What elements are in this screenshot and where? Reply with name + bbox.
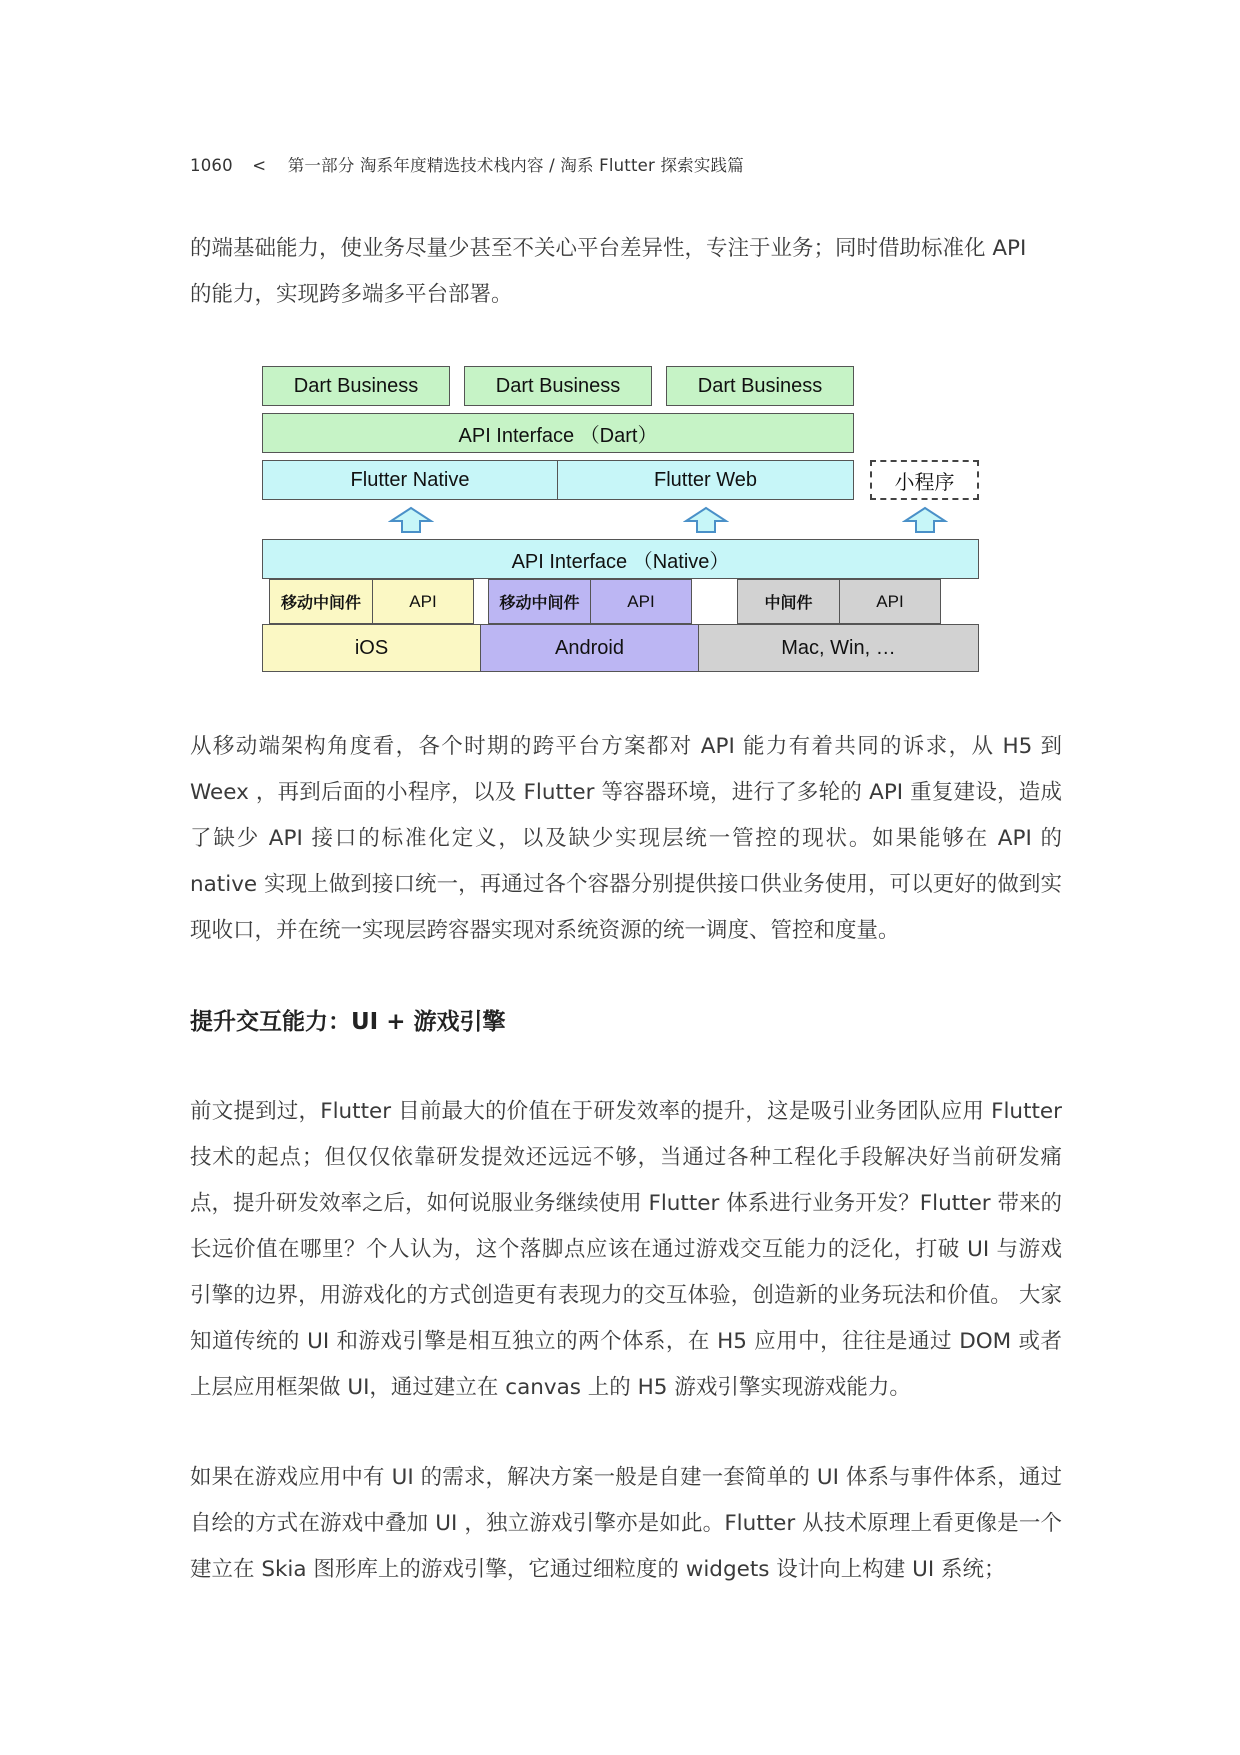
api-interface-dart-box: API Interface （Dart）: [262, 413, 854, 453]
paragraph-intro: [190, 226, 1062, 318]
dart-business-box-2: Dart Business: [464, 366, 652, 406]
up-arrow-icon: [902, 506, 948, 534]
flutter-web-box: Flutter Web: [557, 460, 854, 500]
ios-platform-box: iOS: [262, 624, 481, 672]
paragraph-intro-line1: 的端基础能力，使业务尽量少甚至不关心平台差异性，专注于业务；同时借助标准化 API: [190, 236, 1027, 261]
ios-middleware-box: 移动中间件: [269, 579, 373, 624]
section-heading: 提升交互能力：UI + 游戏引擎: [190, 1009, 506, 1035]
ios-api-box: API: [372, 579, 474, 624]
paragraph-game-ui: 如果在游戏应用中有 UI 的需求，解决方案一般是自建一套简单的 UI 体系与事件体系，通过自绘的方式在游戏中叠加 UI ，独立游戏引擎亦是如此。Flutter 从技术原理上看更像是一个建立在 Skia 图形库上的游戏引擎，它通过细粒度的 widgets 设计向上构建 UI 系统；: [190, 1465, 1062, 1582]
header-title: 第一部分 淘系年度精选技术栈内容 / 淘系 Flutter 探索实践篇: [287, 156, 744, 175]
desktop-middleware-box: 中间件: [737, 579, 840, 624]
dart-business-box-1: Dart Business: [262, 366, 450, 406]
mini-program-box: 小程序: [870, 460, 979, 500]
paragraph-value: 前文提到过，Flutter 目前最大的价值在于研发效率的提升，这是吸引业务团队应用 Flutter 技术的起点；但仅仅依靠研发提效还远远不够，当通过各种工程化手段解决好当前研发痛点，提升研发效率之后，如何说服业务继续使用 Flutter 体系进行业务开发？Flutter 带来的长远价值在哪里？个人认为，这个落脚点应该在通过游戏交互能力的泛化，打破 UI 与游戏引擎的边界，用游戏化的方式创造更有表现力的交互体验，创造新的业务玩法和价值。 大家知道传统的 UI 和游戏引擎是相互独立的两个体系，在 H5 应用中，往往是通过 DOM 或者上层应用框架做 UI，通过建立在 canvas 上的 H5 游戏引擎实现游戏能力。: [190, 1099, 1062, 1400]
paragraph-intro-line2: 的能力，实现跨多端多平台部署。: [190, 282, 513, 307]
paragraph-api-history: 从移动端架构角度看，各个时期的跨平台方案都对 API 能力有着共同的诉求，从 H5 到 Weex ，再到后面的小程序，以及 Flutter 等容器环境，进行了多轮的 API 重复建设，造成了缺少 API 接口的标准化定义，以及缺少实现层统一管控的现状。如果能够在 API 的 native 实现上做到接口统一，再通过各个容器分别提供接口供业务使用，可以更好的做到实现收口，并在统一实现层跨容器实现对系统资源的统一调度、管控和度量。: [190, 734, 1062, 943]
page-number: 1060: [190, 156, 233, 175]
up-arrow-icon: [683, 506, 729, 534]
flutter-native-box: Flutter Native: [262, 460, 558, 500]
dart-business-box-3: Dart Business: [666, 366, 854, 406]
api-interface-native-box: API Interface （Native）: [262, 539, 979, 579]
android-api-box: API: [590, 579, 692, 624]
desktop-api-box: API: [839, 579, 941, 624]
page-header: [190, 152, 744, 176]
up-arrow-icon: [388, 506, 434, 534]
android-platform-box: Android: [480, 624, 699, 672]
header-separator: <: [252, 156, 267, 175]
desktop-platform-box: Mac, Win, …: [698, 624, 979, 672]
android-middleware-box: 移动中间件: [488, 579, 591, 624]
